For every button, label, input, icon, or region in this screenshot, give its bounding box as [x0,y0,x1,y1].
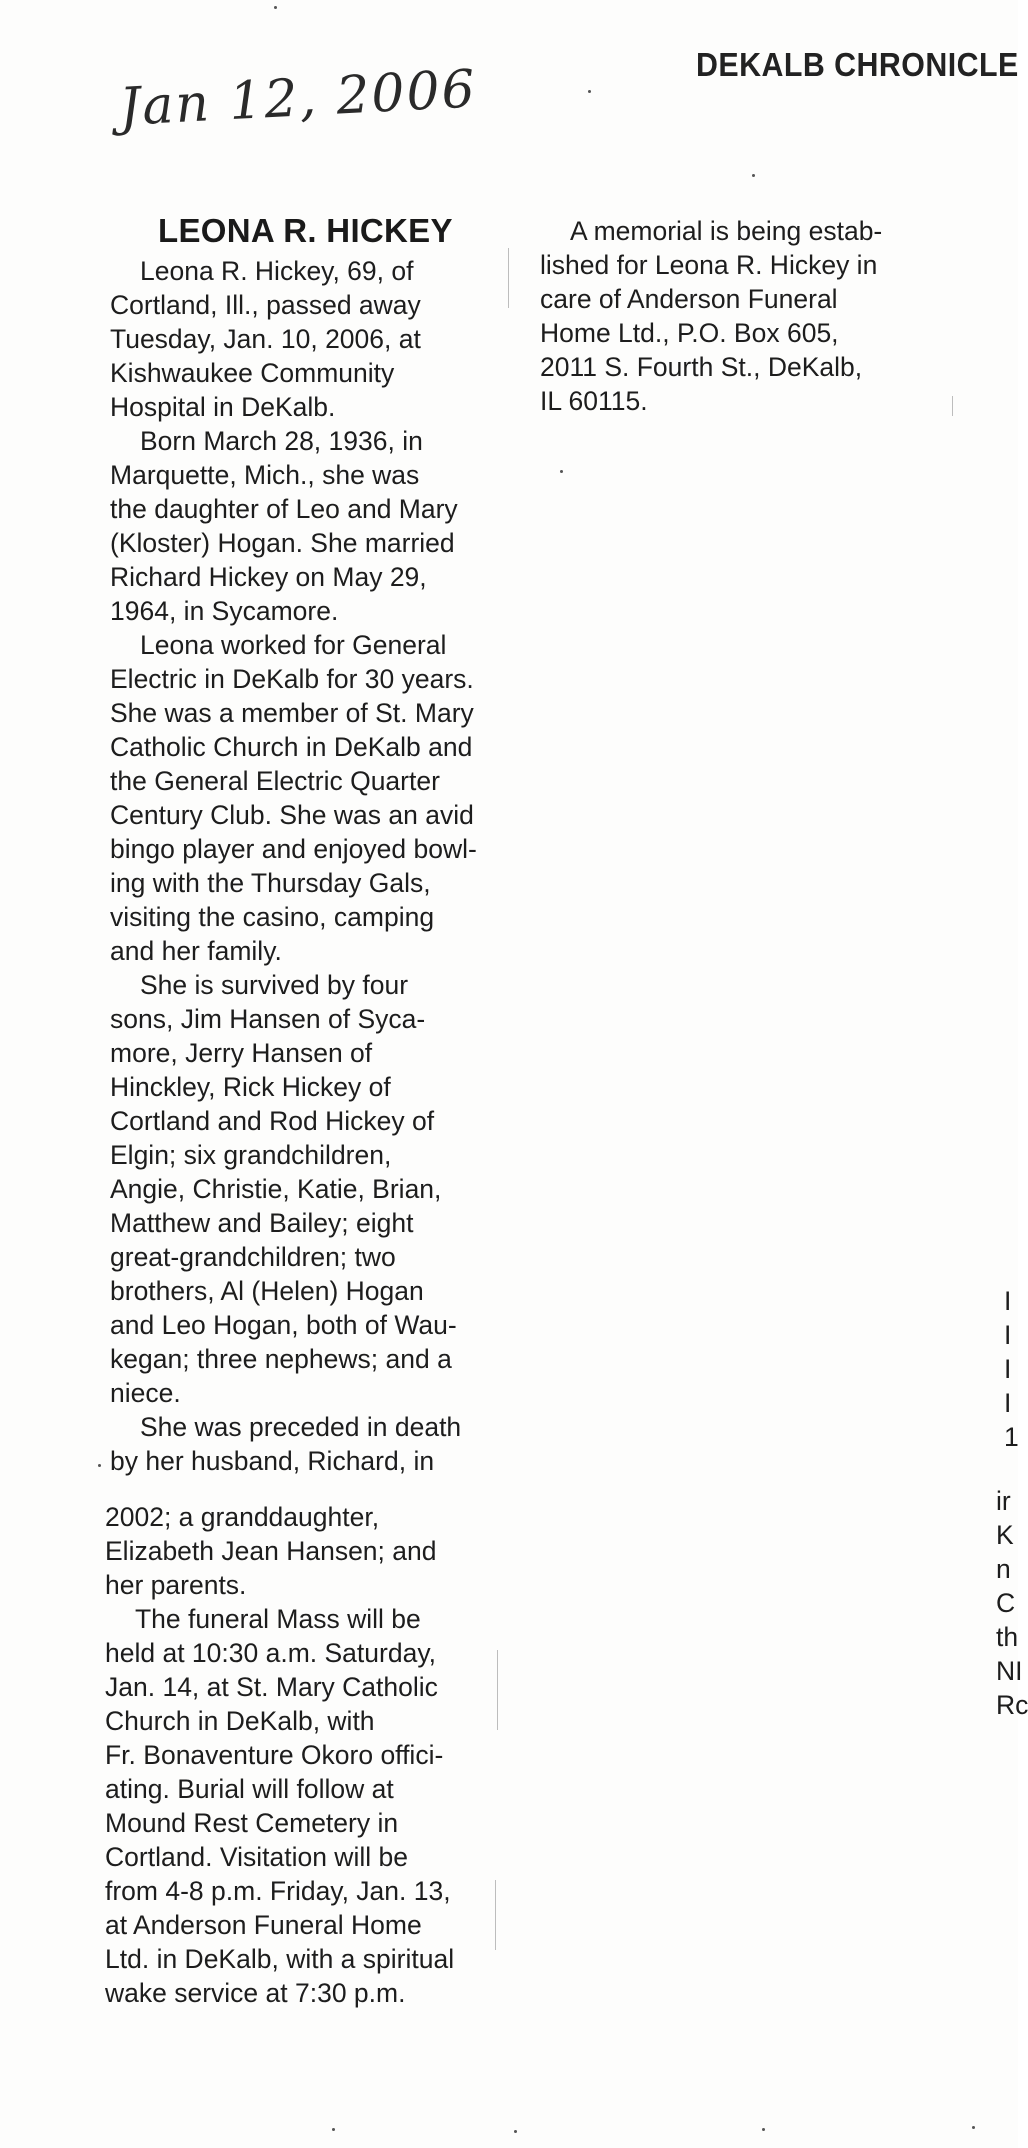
text-line: Century Club. She was an avid [110,800,474,830]
fragment-text: I [1004,1388,1012,1418]
text-line: by her husband, Richard, in [110,1446,435,1476]
text-line: Cortland. Visitation will be [105,1842,408,1872]
fragment-text: 1 [1004,1422,1019,1452]
text-line: Tuesday, Jan. 10, 2006, at [110,324,421,354]
column-rule [495,1880,496,1950]
text-line: 2002; a granddaughter, [105,1502,380,1532]
scan-speck [332,2128,335,2131]
text-line: Marquette, Mich., she was [110,460,420,490]
text-line: Home Ltd., P.O. Box 605, [540,318,839,348]
text-line: kegan; three nephews; and a [110,1344,452,1374]
text-line: her parents. [105,1570,247,1600]
text-line: Hospital in DeKalb. [110,392,336,422]
text-line: Ltd. in DeKalb, with a spiritual [105,1944,455,1974]
obituary-column-left-top [110,254,477,1478]
column-rule [508,248,509,308]
scan-speck [98,1464,101,1467]
scan-speck [514,2130,517,2133]
text-line: The funeral Mass will be [135,1604,421,1634]
text-line: Kishwaukee Community [110,358,395,388]
text-line: great-grandchildren; two [110,1242,396,1272]
obituary-column-left-bottom [105,1500,454,2010]
fragment-text: I [1004,1286,1012,1316]
scan-speck [560,470,563,473]
text-line: more, Jerry Hansen of [110,1038,373,1068]
text-line: Elizabeth Jean Hansen; and [105,1536,437,1566]
text-line: Leona worked for General [140,630,447,660]
text-line: Richard Hickey on May 29, [110,562,427,592]
text-line: at Anderson Funeral Home [105,1910,422,1940]
obituary-column-right [540,214,882,418]
text-line: and her family. [110,936,282,966]
column-rule [497,1650,498,1730]
text-line: from 4-8 p.m. Friday, Jan. 13, [105,1876,451,1906]
text-line: ing with the Thursday Gals, [110,868,431,898]
text-line: (Kloster) Hogan. She married [110,528,455,558]
text-line: IL 60115. [540,386,648,416]
text-line: She was a member of St. Mary [110,698,474,728]
fragment-text: I [1004,1354,1012,1384]
fragment-text: K [996,1520,1014,1550]
text-line: bingo player and enjoyed bowl- [110,834,477,864]
text-line: Electric in DeKalb for 30 years. [110,664,474,694]
handwritten-date: Jan 12, 2006 [118,59,479,138]
text-line: brothers, Al (Helen) Hogan [110,1276,424,1306]
column-rule [952,396,953,416]
text-line: the General Electric Quarter [110,766,440,796]
text-line: Catholic Church in DeKalb and [110,732,473,762]
text-line: Angie, Christie, Katie, Brian, [110,1174,442,1204]
fragment-text: Rc [996,1690,1028,1720]
fragment-text: I [1004,1320,1012,1350]
scan-speck [274,6,277,9]
text-line: Fr. Bonaventure Okoro offici- [105,1740,444,1770]
newspaper-masthead: DEKALB CHRONICLE [696,46,1019,83]
text-line: ating. Burial will follow at [105,1774,394,1804]
text-line: care of Anderson Funeral [540,284,838,314]
text-line: held at 10:30 a.m. Saturday, [105,1638,436,1668]
text-line: Hinckley, Rick Hickey of [110,1072,391,1102]
scan-speck [972,2126,975,2129]
text-line: the daughter of Leo and Mary [110,494,458,524]
text-line: Jan. 14, at St. Mary Catholic [105,1672,438,1702]
text-line: Leona R. Hickey, 69, of [140,256,414,286]
obituary-headline: LEONA R. HICKEY [158,212,453,249]
text-line: lished for Leona R. Hickey in [540,250,878,280]
text-line: Cortland and Rod Hickey of [110,1106,435,1136]
text-line: She was preceded in death [140,1412,462,1442]
fragment-text: NI [996,1656,1023,1686]
fragment-text: th [996,1622,1019,1652]
text-line: Church in DeKalb, with [105,1706,375,1736]
text-line: and Leo Hogan, both of Wau- [110,1310,457,1340]
text-line: Cortland, Ill., passed away [110,290,421,320]
fragment-text: n [996,1554,1011,1584]
fragment-text: C [996,1588,1016,1618]
text-line: Born March 28, 1936, in [140,426,423,456]
scan-speck [588,90,591,93]
text-line: A memorial is being estab- [570,216,883,246]
text-line: niece. [110,1378,181,1408]
text-line: 1964, in Sycamore. [110,596,339,626]
text-line: Mound Rest Cemetery in [105,1808,399,1838]
text-line: Elgin; six grandchildren, [110,1140,392,1170]
scan-speck [752,174,755,177]
text-line: 2011 S. Fourth St., DeKalb, [540,352,863,382]
fragment-text: ir [996,1486,1011,1516]
text-line: sons, Jim Hansen of Syca- [110,1004,426,1034]
text-line: visiting the casino, camping [110,902,435,932]
text-line: Matthew and Bailey; eight [110,1208,414,1238]
text-line: wake service at 7:30 p.m. [105,1978,406,2008]
scan-speck [762,2128,765,2131]
text-line: She is survived by four [140,970,409,1000]
